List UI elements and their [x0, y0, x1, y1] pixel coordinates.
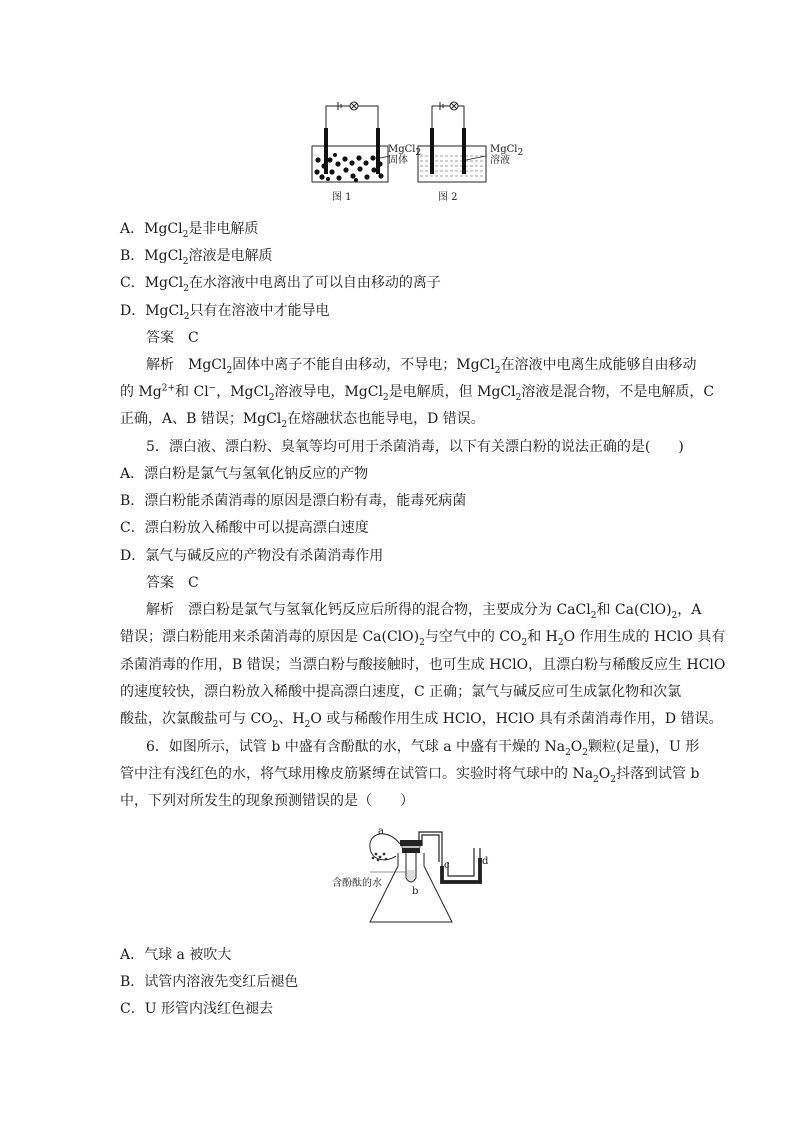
q4-option-b: B．MgCl$_2$溶液是电解质 [120, 248, 273, 267]
fig2-solution-lines [420, 156, 484, 176]
fig2-electrode-right [462, 128, 466, 174]
q5-option-d: D．氯气与碱反应的产物没有杀菌消毒作用 [120, 548, 384, 564]
q5-explanation-line3: 杀菌消毒的作用，B 错误；当漂白粉与酸接触时，也可生成 HClO，且漂白粉与稀酸反应生 HClO [120, 657, 726, 673]
q5-answer: 答案 C [146, 575, 199, 591]
fig2-circuit [432, 102, 464, 130]
q4-answer: 答案 C [146, 330, 199, 346]
q6-option-a: A．气球 a 被吹大 [120, 947, 232, 963]
label-water: 含酚酞的水 [332, 878, 382, 889]
label-a: a [378, 826, 384, 837]
q5-explanation-line1: 解析 漂白粉是氯气与氢氧化钙反应后所得的混合物，主要成分为 CaCl$_2$和 $Ca(ClO)_2$，A [146, 602, 702, 621]
fig2-label: MgCl$_2$ 溶液 [490, 144, 524, 166]
fig2-electrode-left [430, 128, 434, 174]
q5-stem: 5．漂白液、漂白粉、臭氧等均可用于杀菌消毒，以下有关漂白粉的说法正确的是( ) [146, 439, 684, 455]
q4-explanation-line2: 的 $Mg^{2+}$和 Cl−，MgCl$_2$溶液导电，MgCl$_2$是电解质，但 MgCl$_2$溶液是混合物，不是电解质，C [120, 383, 715, 403]
fig1-caption: 图 1 [332, 192, 352, 203]
q5-explanation-line4: 的速度较快，漂白粉放入稀酸中提高漂白速度，C 正确；氯气与碱反应可生成氯化物和次氯 [120, 684, 682, 700]
q5-option-a: A．漂白粉是氯气与氢氧化钠反应的产物 [120, 466, 369, 482]
label-c: c [444, 860, 450, 871]
fig1-label: MgCl$_2$ 固体 [388, 144, 422, 166]
fig2-beaker [418, 146, 486, 182]
q4-option-a: A．MgCl$_2$是非电解质 [120, 221, 259, 240]
label-b: b [412, 886, 419, 897]
fig1-electrode-left [324, 128, 328, 174]
q5-option-b: B．漂白粉能杀菌消毒的原因是漂白粉有毒，能毒死病菌 [120, 493, 467, 509]
figure-conductivity [308, 100, 528, 204]
q6-stem-line2: 管中注有浅红色的水，将气球用橡皮筋紧缚在试管口。实验时将气球中的 $Na_2O_2$抖落到试管 b [120, 766, 700, 785]
q4-explanation-line3: 正确，A、B 错误；MgCl$_2$在熔融状态也能导电，D 错误。 [120, 411, 485, 430]
q6-stem-line3: 中，下列对所发生的现象预测错误的是（ ） [120, 793, 414, 809]
figure-apparatus [330, 822, 500, 930]
q6-option-c: C．U 形管内浅红色褪去 [120, 1001, 273, 1017]
fig1-circuit [326, 102, 378, 130]
stopper-bottom [402, 848, 420, 853]
q5-explanation-line2: 错误；漂白粉能用来杀菌消毒的原因是 $Ca(ClO)_2$与空气中的 $CO_2$和 $H_2O$ 作用生成的 HClO 具有 [120, 629, 726, 648]
q6-stem-line1: 6．如图所示，试管 b 中盛有含酚酞的水，气球 a 中盛有干燥的 $Na_2O_2$颗粒(足量)，U 形 [146, 739, 700, 758]
q4-option-d: D．MgCl$_2$只有在溶液中才能导电 [120, 303, 330, 322]
q5-option-c: C．漂白粉放入稀酸中可以提高漂白速度 [120, 520, 369, 536]
q4-option-c: C．MgCl$_2$在水溶液中电离出了可以自由移动的离子 [120, 275, 441, 294]
balloon-a [370, 834, 400, 860]
fig2-caption: 图 2 [438, 192, 458, 203]
q5-explanation-line5: 酸盐，次氯酸盐可与 $CO_2$、$H_2O$ 或与稀酸作用生成 HClO，HClO 具有杀菌消毒作用，D 错误。 [120, 711, 723, 730]
fig1-electrode-right [376, 128, 380, 174]
q6-option-b: B．试管内溶液先变红后褪色 [120, 974, 299, 990]
q4-explanation-line1: 解析 MgCl$_2$固体中离子不能自由移动，不导电；MgCl$_2$在溶液中电离生成能够自由移动 [146, 357, 697, 376]
label-d: d [482, 856, 489, 867]
